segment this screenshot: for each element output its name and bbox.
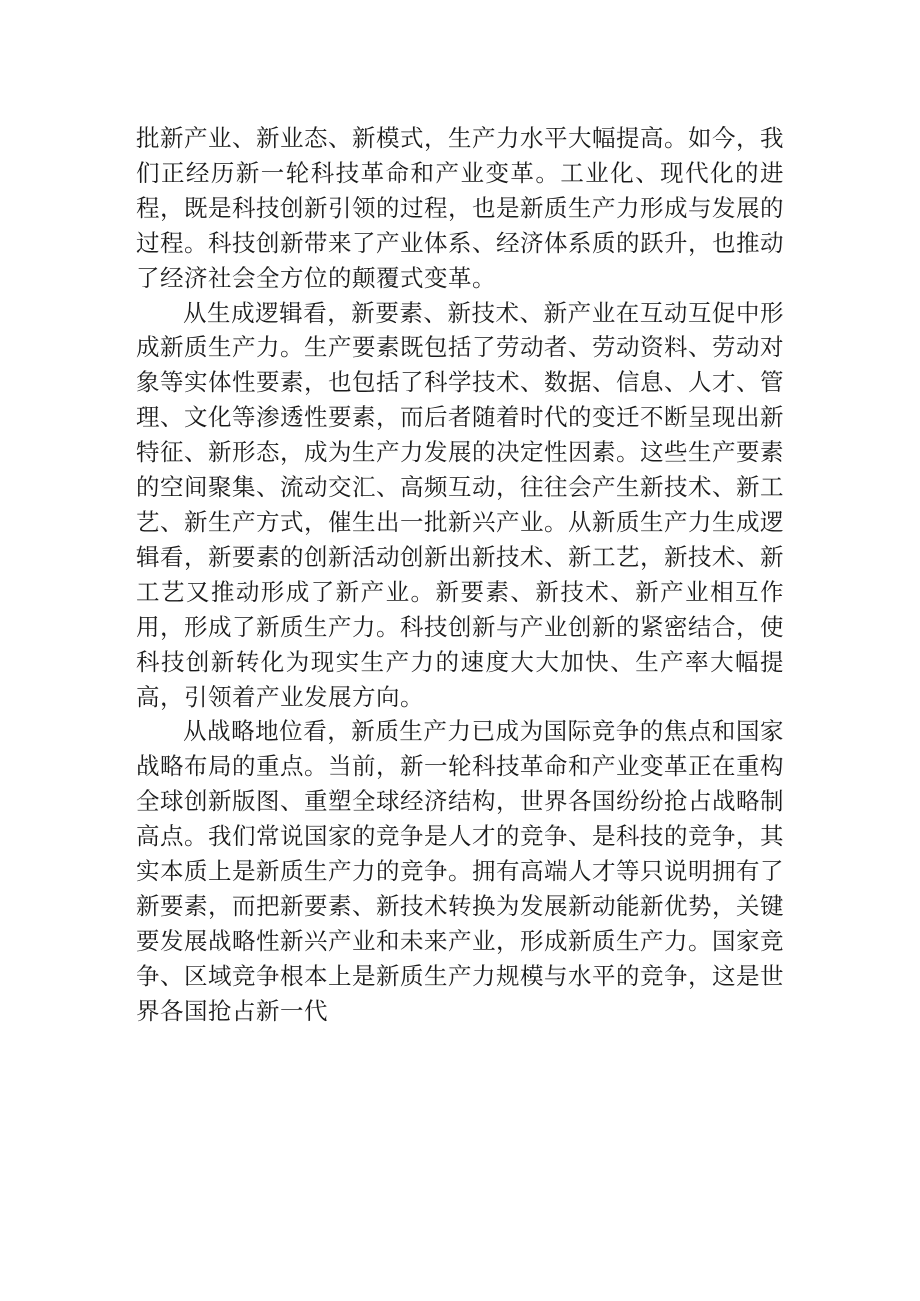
document-body [136, 121, 784, 1029]
paragraph-3: 从战略地位看，新质生产力已成为国际竞争的焦点和国家战略布局的重点。当前，新一轮科技革命和产业变革正在重构全球创新版图、重塑全球经济结构，世界各国纷纷抢占战略制高点。我们常说国家的竞争是人才的竞争、是科技的竞争，其实本质上是新质生产力的竞争。拥有高端人才等只说明拥有了新要素，而把新要素、新技术转换为发展新动能新优势，关键要发展战略性新兴产业和未来产业，形成新质生产力。国家竞争、区域竞争根本上是新质生产力规模与水平的竞争，这是世界各国抢占新一代 [136, 717, 784, 1025]
paragraph-2: 从生成逻辑看，新要素、新技术、新产业在互动互促中形成新质生产力。生产要素既包括了劳动者、劳动资料、劳动对象等实体性要素，也包括了科学技术、数据、信息、人才、管理、文化等渗透性要素，而后者随着时代的变迁不断呈现出新特征、新形态，成为生产力发展的决定性因素。这些生产要素的空间聚集、流动交汇、高频互动，往往会产生新技术、新工艺、新生产方式，催生出一批新兴产业。从新质生产力生成逻辑看，新要素的创新活动创新出新技术、新工艺，新技术、新工艺又推动形成了新产业。新要素、新技术、新产业相互作用，形成了新质生产力。科技创新与产业创新的紧密结合，使科技创新转化为现实生产力的速度大大加快、生产率大幅提高，引领着产业发展方向。 [136, 298, 784, 711]
paragraph-1: 批新产业、新业态、新模式，生产力水平大幅提高。如今，我们正经历新一轮科技革命和产业变革。工业化、现代化的进程，既是科技创新引领的过程，也是新质生产力形成与发展的过程。科技创新带来了产业体系、经济体系质的跃升，也推动了经济社会全方位的颠覆式变革。 [136, 124, 784, 292]
